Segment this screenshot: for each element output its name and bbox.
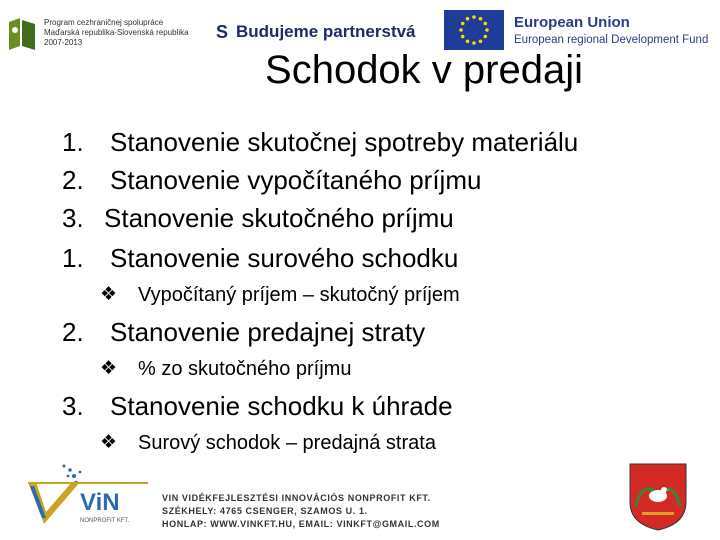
eu-subtitle: European regional Development Fund bbox=[514, 34, 709, 46]
list-item-text: Stanovenie surového schodku bbox=[110, 243, 459, 273]
footer-info-line: HONLAP: WWW.VINKFT.HU, EMAIL: VINKFT@GMAIL.COM bbox=[162, 519, 440, 529]
list-item-number: 3. bbox=[62, 203, 84, 233]
slide-title: Schodok v predaji bbox=[265, 48, 583, 92]
list-item-text: Stanovenie predajnej straty bbox=[110, 317, 426, 347]
eu-title: European Union bbox=[514, 14, 630, 31]
list-item-number: 3. bbox=[62, 391, 84, 421]
list-item-number: 1. bbox=[62, 243, 84, 273]
footer-info-line: VIN VIDÉKFEJLESZTÉSI INNOVÁCIÓS NONPROFIT KFT. bbox=[162, 493, 431, 503]
diamond-bullet-icon: ❖ bbox=[100, 284, 118, 305]
list-item-number: 2. bbox=[62, 317, 84, 347]
footer-info bbox=[162, 492, 440, 531]
list-item-text: Stanovenie skutočného príjmu bbox=[104, 203, 454, 233]
program-line: Program cezhraničnej spolupráce bbox=[44, 18, 164, 27]
list-item-text: Stanovenie vypočítaného príjmu bbox=[110, 165, 482, 195]
sub-bullet-text: Vypočítaný príjem – skutočný príjem bbox=[138, 284, 460, 306]
list-item-number: 1. bbox=[62, 127, 84, 157]
list-item-text: Stanovenie schodku k úhrade bbox=[110, 391, 453, 421]
partnership-mark: S bbox=[216, 21, 229, 42]
sub-bullet-text: Surový schodok – predajná strata bbox=[138, 432, 436, 454]
diamond-bullet-icon: ❖ bbox=[100, 432, 118, 453]
vin-logo bbox=[24, 462, 154, 532]
program-line: 2007-2013 bbox=[44, 38, 83, 47]
vin-logo-sub: NONPROFIT KFT. bbox=[80, 518, 130, 524]
program-line: Maďarská republika-Slovenská republika bbox=[44, 28, 189, 37]
coat-of-arms-icon bbox=[628, 462, 688, 532]
partnership-logo bbox=[216, 20, 416, 44]
diamond-bullet-icon: ❖ bbox=[100, 358, 118, 379]
partnership-text: Budujeme partnerstvá bbox=[236, 22, 416, 41]
footer-info-line: SZÉKHELY: 4765 CSENGER, SZAMOS U. 1. bbox=[162, 506, 368, 516]
sub-bullet-text: % zo skutočného príjmu bbox=[138, 358, 352, 380]
vin-logo-text: ViN bbox=[80, 489, 120, 516]
list-item-number: 2. bbox=[62, 165, 84, 195]
list-item-text: Stanovenie skutočnej spotreby materiálu bbox=[110, 127, 579, 157]
